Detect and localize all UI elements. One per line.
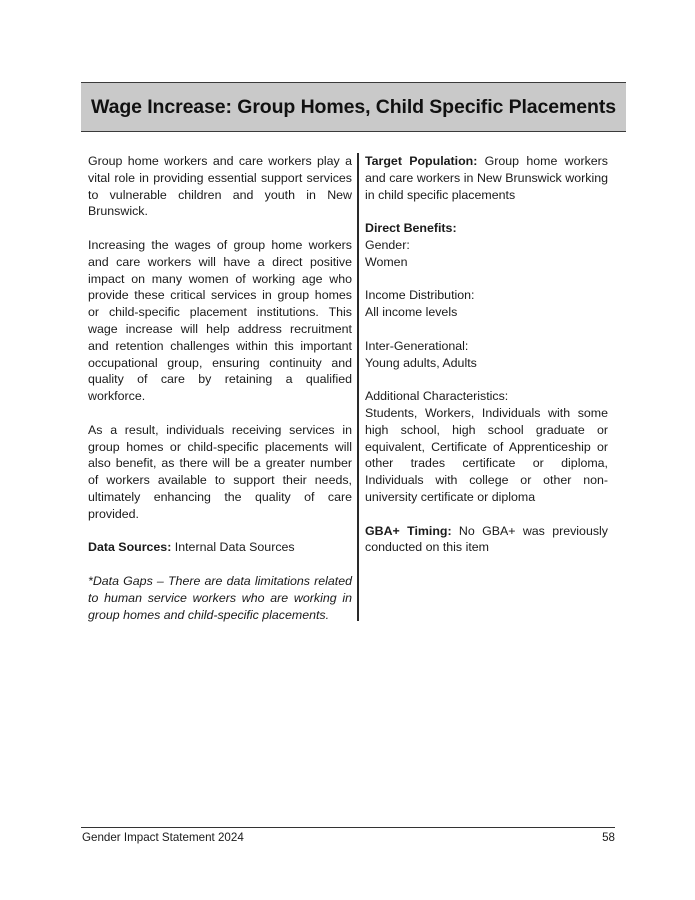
target-population xyxy=(365,153,608,203)
intergenerational-value: Young adults, Adults xyxy=(365,355,477,370)
gender-label: Gender: xyxy=(365,237,410,252)
data-sources-label: Data Sources: xyxy=(88,540,172,555)
direct-benefits-block xyxy=(365,220,608,270)
footer-rule xyxy=(81,827,615,828)
additional-characteristics-block xyxy=(365,388,608,506)
page-number: 58 xyxy=(602,831,615,844)
income-block xyxy=(365,287,608,321)
left-column xyxy=(88,153,352,640)
title-banner xyxy=(81,82,626,132)
gba-timing xyxy=(365,523,608,557)
impact-paragraph: Increasing the wages of group home workers and care workers will have a direct positive impact on many women of working age who provide these critical services in group homes or child-specific placement institutions. This wage increase will help address recruitment and retention challenges within this important occupational group, ensuring continuity and quality of care by retaining a qualified workforce. xyxy=(88,237,352,404)
intergenerational-label: Inter-Generational: xyxy=(365,338,469,353)
gba-timing-value: No GBA+ was previously conducted on this item xyxy=(365,523,608,555)
additional-characteristics-value: Students, Workers, Individuals with some high school, high school graduate or equivalent, Certificate of Apprenticeship or other trades certificate or diploma, Individuals with college or other non-university certificate or diploma xyxy=(365,405,608,504)
gender-value: Women xyxy=(365,254,408,269)
income-value: All income levels xyxy=(365,305,458,320)
data-gaps-note: *Data Gaps – There are data limitations related to human service workers who are working in group homes and child-specific placements. xyxy=(88,573,352,622)
column-divider xyxy=(357,153,359,621)
income-label: Income Distribution: xyxy=(365,288,475,303)
right-column xyxy=(365,153,608,573)
page-title: Wage Increase: Group Homes, Child Specific Placements xyxy=(91,95,616,118)
data-sources xyxy=(88,539,352,556)
direct-benefits-label: Direct Benefits: xyxy=(365,221,457,236)
data-sources-value: Internal Data Sources xyxy=(171,540,295,555)
result-paragraph: As a result, individuals receiving services in group homes or child-specific placements will also benefit, as there will be a greater number of workers available to support their needs, ultimately enhancing the quality of care provided. xyxy=(88,422,352,521)
gba-timing-label: GBA+ Timing: xyxy=(365,523,452,538)
additional-characteristics-label: Additional Characteristics: xyxy=(365,389,509,404)
intergenerational-block xyxy=(365,338,608,372)
intro-paragraph: Group home workers and care workers play a vital role in providing essential support services to vulnerable children and youth in New Brunswick. xyxy=(88,154,352,219)
footer-document-title: Gender Impact Statement 2024 xyxy=(82,831,244,844)
target-population-value: Group home workers and care workers in New Brunswick working in child specific placements xyxy=(365,154,608,202)
target-population-label: Target Population: xyxy=(365,154,478,168)
